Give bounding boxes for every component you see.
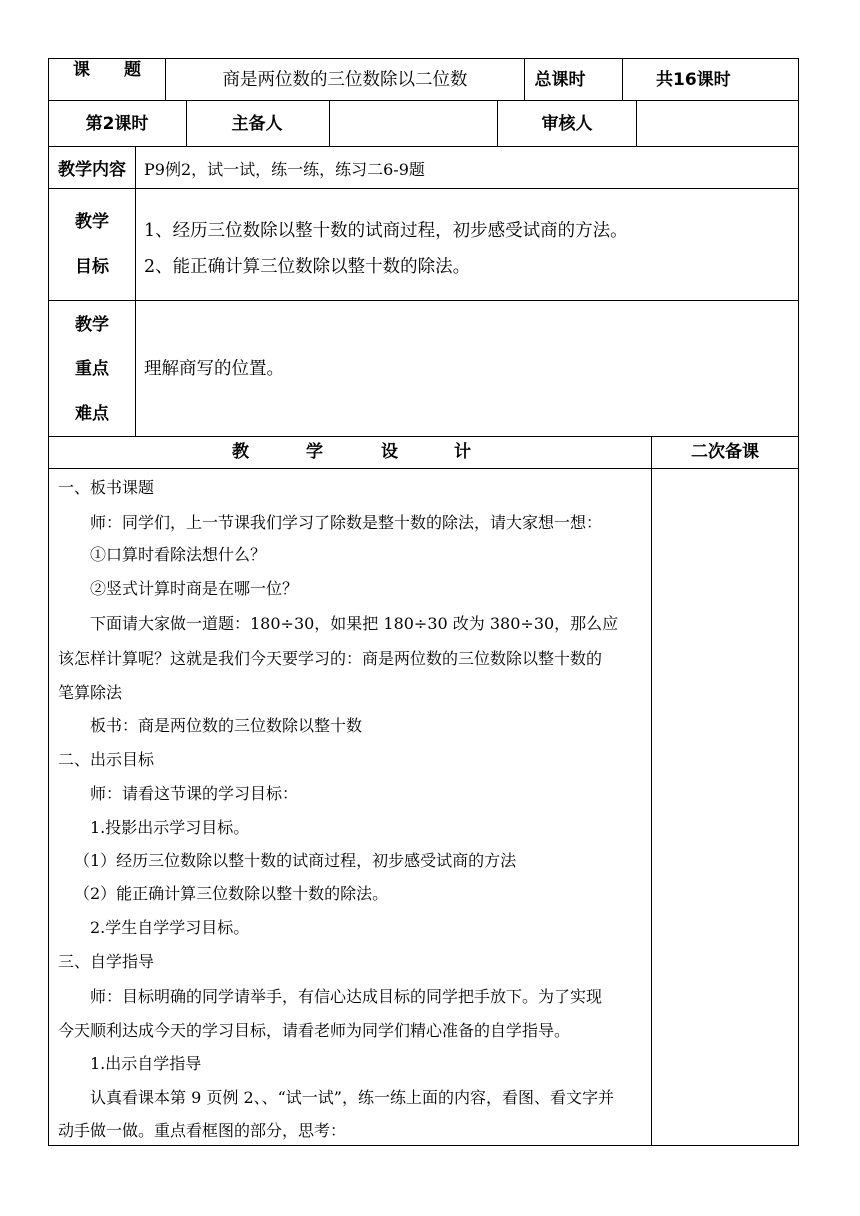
design-line: 认真看课本第 9 页例 2、、“试一试”，练一练上面的内容，看图、看文字并 [90,1088,614,1107]
preparer-label: 主备人 [231,114,283,134]
topic-label: 课 题 [73,60,141,80]
content-label: 教学内容 [58,160,126,180]
row-line-4 [48,300,799,301]
keypoints-label-line3: 难点 [75,404,109,424]
total-hours-value: 共16课时 [656,70,731,90]
design-line: 一、板书课题 [58,478,155,497]
design-line: 动手做一做。重点看框图的部分，思考： [58,1121,347,1140]
design-line: 笔算除法 [58,683,123,702]
design-header-char-4: 计 [454,442,471,462]
design-line: 师：同学们，上一节课我们学习了除数是整十数的除法，请大家想一想： [90,513,603,532]
design-header-char-1: 教 [232,442,249,462]
design-line: ①口算时看除法想什么？ [90,545,267,564]
topic-value: 商是两位数的三位数除以二位数 [222,70,468,90]
design-line: 师：请看这节课的学习目标： [90,784,299,803]
frame-bottom-line [48,1145,799,1146]
keypoints-label-line1: 教学 [75,315,109,335]
objectives-label-line2: 目标 [75,257,109,277]
row2-divider-b [329,100,330,146]
row1-divider-b [524,58,525,100]
row-line-5 [48,436,799,437]
row-line-3 [48,188,799,189]
row1-divider-a [165,58,166,100]
design-line: 二、出示目标 [58,750,155,769]
design-header-char-3: 设 [381,442,398,462]
design-line: （2）能正确计算三位数除以整十数的除法。 [74,884,389,903]
row-line-2 [48,146,799,147]
frame-top-line [48,58,799,59]
keypoints-value: 理解商写的位置。 [144,359,284,379]
lesson-number: 第2课时 [85,114,149,134]
keypoints-label-line2: 重点 [75,359,109,379]
row2-divider-a [186,100,187,146]
design-line: 师：目标明确的同学请举手，有信心达成目标的同学把手放下。为了实现 [90,987,603,1006]
design-line: 1.投影出示学习目标。 [90,818,250,837]
design-line: 下面请大家做一道题：180÷30，如果把 180÷30 改为 380÷30，那么应 [90,614,619,633]
design-line: 1.出示自学指导 [90,1054,202,1073]
design-line: 2.学生自学学习目标。 [90,918,250,937]
row2-divider-d [636,100,637,146]
row2-divider-c [497,100,498,146]
second-prep-label: 二次备课 [691,442,759,462]
objective-item-2: 2、能正确计算三位数除以整十数的除法。 [144,257,471,277]
design-line: 今天顺利达成今天的学习目标，请看老师为同学们精心准备的自学指导。 [58,1021,571,1040]
reviewer-label: 审核人 [541,114,593,134]
design-line: 三、自学指导 [58,952,155,971]
frame-left-line [48,58,49,1146]
design-line: （1）经历三位数除以整十数的试商过程，初步感受试商的方法 [74,851,517,870]
content-value: P9例2，试一试，练一练，练习二6-9题 [144,160,425,179]
frame-right-line [798,58,799,1146]
design-line: ②竖式计算时商是在哪一位？ [90,579,299,598]
design-line: 板书：商是两位数的三位数除以整十数 [90,716,363,735]
total-hours-label: 总课时 [534,70,586,90]
design-line: 该怎样计算呢？这就是我们今天要学习的：商是两位数的三位数除以整十数的 [58,649,603,668]
objective-item-1: 1、经历三位数除以整十数的试商过程，初步感受试商的方法。 [144,221,628,241]
row-line-6 [48,468,799,469]
objectives-label-line1: 教学 [75,212,109,232]
row1-divider-c [622,58,623,100]
design-column-divider [651,436,652,1146]
row-line-1 [48,100,799,101]
design-header-char-2: 学 [306,442,323,462]
label-column-divider [135,146,136,436]
